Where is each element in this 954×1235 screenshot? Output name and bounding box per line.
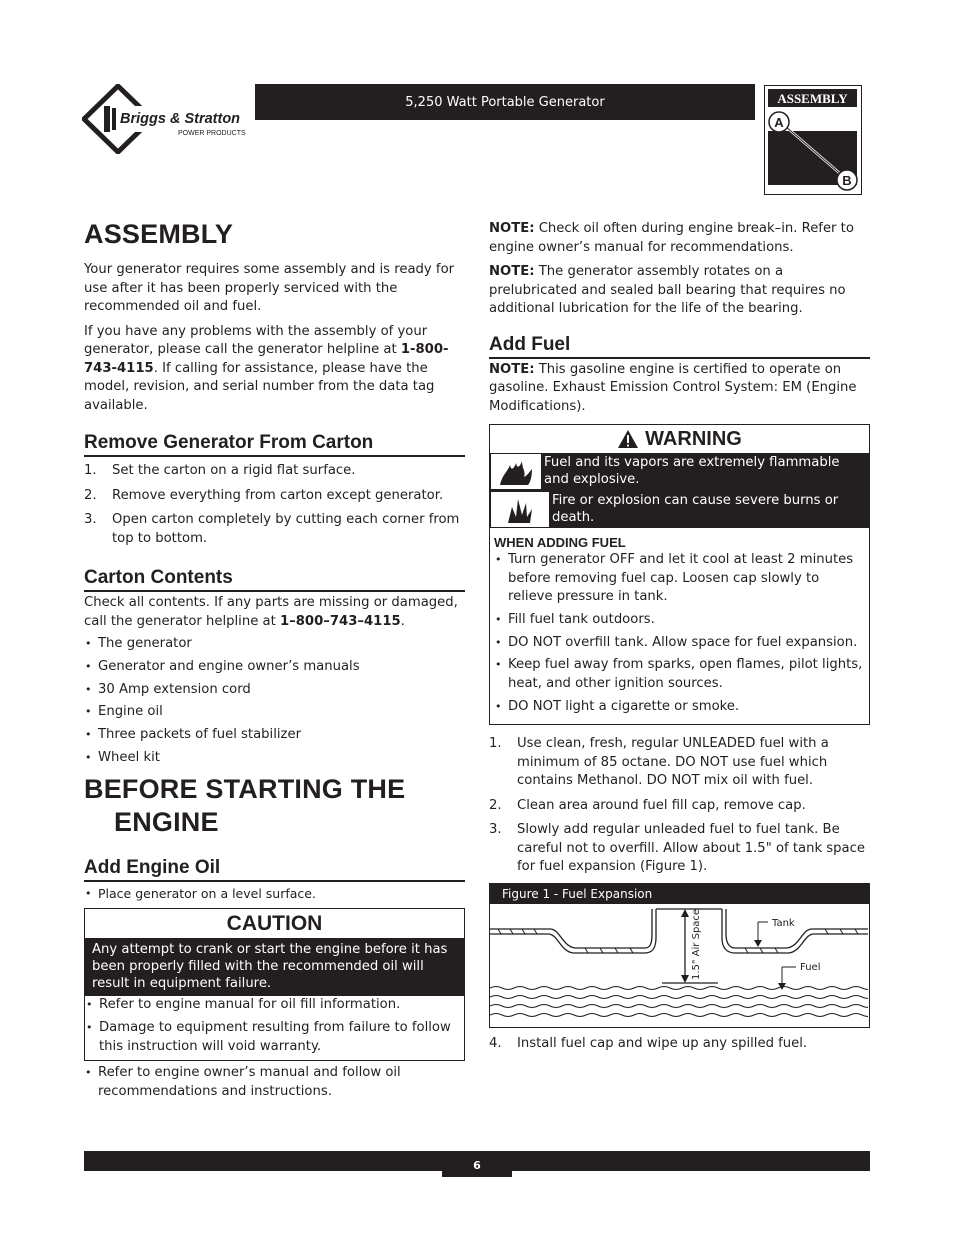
- list-item: • Engine oil: [84, 703, 465, 722]
- carton-contents-list: [84, 635, 465, 767]
- warning-title: WARNING: [490, 425, 869, 453]
- document-title: 5,250 Watt Portable Generator: [405, 94, 605, 110]
- list-item: • Turn generator OFF and let it cool at least 2 minutes before removing fuel cap. Loosen cap slowly to relieve pressure in tank.: [494, 551, 865, 607]
- list-item: • Refer to engine manual for oil fill information.: [85, 996, 464, 1015]
- assembly-section-icon: [764, 85, 862, 195]
- list-item: • DO NOT light a cigarette or smoke.: [494, 698, 865, 717]
- svg-text:B: B: [842, 173, 852, 188]
- list-item: • DO NOT overfill tank. Allow space for fuel expansion.: [494, 634, 865, 653]
- list-item: 1. Use clean, fresh, regular UNLEADED fuel with a minimum of 85 octane. DO NOT use fuel which contains Methanol. DO NOT mix oil with fuel.: [489, 736, 829, 789]
- warning-box: [489, 424, 870, 725]
- brand-logo: [82, 84, 254, 154]
- fire-icon: [491, 454, 541, 489]
- list-item: • 30 Amp extension cord: [84, 681, 465, 700]
- figure-caption: Figure 1 - Fuel Expansion: [490, 884, 869, 904]
- list-item: 3. Open carton completely by cutting each corner from top to bottom.: [84, 512, 460, 546]
- figure-fuel-expansion: [489, 883, 870, 1028]
- list-item: • Refer to engine owner’s manual and follow oil recommendations and instructions.: [84, 1064, 465, 1101]
- list-item: • Damage to equipment resulting from failure to follow this instruction will void warranty.: [85, 1019, 464, 1056]
- warning-triangle-icon: [617, 429, 639, 449]
- note-break-in: NOTE: Check oil often during engine break–in. Refer to engine owner’s manual for recommendations.: [489, 221, 854, 255]
- svg-text:POWER PRODUCTS: POWER PRODUCTS: [178, 130, 246, 137]
- list-item: 2. Remove everything from carton except generator.: [84, 487, 444, 503]
- list-item: • Keep fuel away from sparks, open flames, pilot lights, heat, and other ignition sources.: [494, 656, 865, 693]
- fuel-expansion-diagram: [490, 904, 868, 1023]
- carton-contents-intro: Check all contents. If any parts are missing or damaged, call the generator helpline at 1–800–743–4115.: [84, 595, 458, 629]
- add-fuel-steps: [489, 735, 870, 877]
- svg-text:1.5" Air Space: 1.5" Air Space: [691, 908, 702, 980]
- svg-text:Briggs & Stratton: Briggs & Stratton: [120, 111, 241, 127]
- helpline-phone: 1-800-743-4115: [84, 342, 449, 376]
- list-item: • Generator and engine owner’s manuals: [84, 658, 465, 677]
- document-title-bar: [255, 84, 755, 120]
- list-item: • Fill fuel tank outdoors.: [494, 611, 865, 630]
- hazard-text: Fuel and its vapors are extremely flammable and explosive.: [544, 455, 840, 487]
- list-item: • Place generator on a level surface.: [84, 885, 465, 904]
- list-item: • The generator: [84, 635, 465, 654]
- remove-from-carton-heading: Remove Generator From Carton: [84, 432, 465, 457]
- assembly-intro: Your generator requires some assembly and is ready for use after it has been properly serviced with the recommended oil and fuel.: [84, 262, 455, 314]
- page-number: 6: [442, 1151, 512, 1177]
- before-starting-heading: BEFORE STARTING THE ENGINE: [84, 774, 406, 838]
- add-engine-oil-heading: Add Engine Oil: [84, 857, 465, 882]
- assembly-helpline-paragraph: If you have any problems with the assembly of your generator, please call the generator helpline at 1-800-743-4115. If calling for assistance, please have the model, revision, and serial number from the data tag available.: [84, 323, 449, 413]
- svg-text:Tank: Tank: [772, 917, 795, 929]
- assembly-heading: ASSEMBLY: [84, 219, 234, 249]
- svg-text:Fuel: Fuel: [800, 961, 821, 973]
- helpline-phone: 1–800–743–4115: [279, 613, 401, 629]
- list-item: 2. Clean area around fuel fill cap, remove cap.: [489, 797, 806, 813]
- list-item: 1. Set the carton on a rigid flat surface.: [84, 463, 356, 478]
- explosion-icon: [491, 492, 549, 527]
- note-emissions: NOTE: This gasoline engine is certified to operate on gasoline. Exhaust Emission Control System: EM (Engine Modifications).: [489, 361, 857, 414]
- list-item: • Three packets of fuel stabilizer: [84, 726, 465, 745]
- add-fuel-heading: Add Fuel: [489, 334, 870, 359]
- svg-text:ASSEMBLY: ASSEMBLY: [777, 91, 848, 106]
- left-column: [84, 218, 465, 1106]
- list-item: 4. Install fuel cap and wipe up any spilled fuel.: [489, 1035, 808, 1051]
- right-column: [489, 220, 870, 1059]
- hazard-row: [490, 490, 869, 528]
- caution-message: Any attempt to crank or start the engine before it has been properly filled with the recommended oil will result in equipment failure.: [85, 938, 464, 996]
- remove-steps-list: [84, 462, 465, 548]
- caution-title: CAUTION: [226, 912, 323, 936]
- note-bearing: NOTE: The generator assembly rotates on a prelubricated and sealed ball bearing that requires no additional lubrication for the life of the bearing.: [489, 264, 846, 316]
- hazard-text: Fire or explosion can cause severe burns or death.: [551, 493, 839, 525]
- svg-text:A: A: [774, 115, 784, 130]
- warning-subheading: WHEN ADDING FUEL: [494, 535, 626, 550]
- list-item: 3. Slowly add regular unleaded fuel to fuel tank. Be careful not to overfill. Allow about 1.5" of tank space for fuel expansion (Figure 1).: [489, 822, 865, 875]
- carton-contents-heading: Carton Contents: [84, 567, 465, 592]
- hazard-row: [490, 453, 869, 490]
- list-item: • Wheel kit: [84, 749, 465, 768]
- caution-box: [84, 908, 465, 1061]
